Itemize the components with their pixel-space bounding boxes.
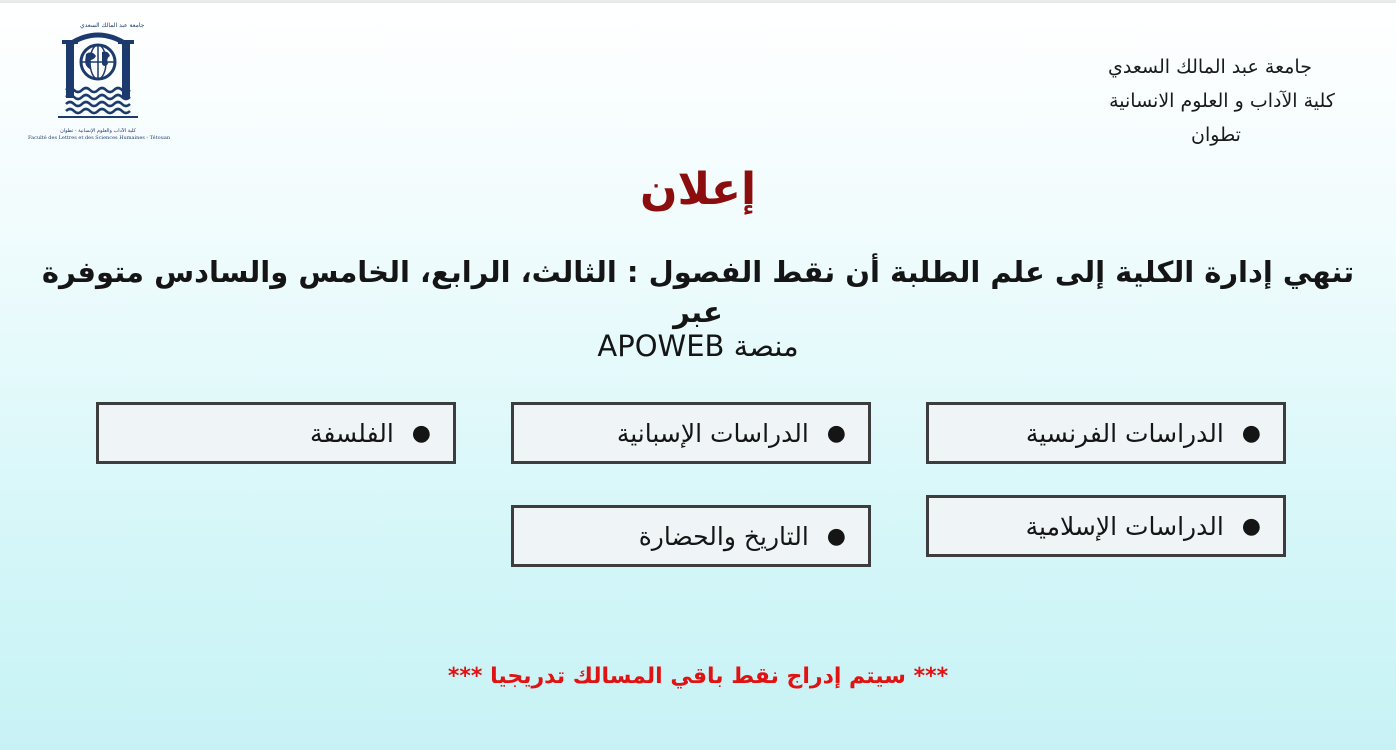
bullet-icon: ●	[411, 420, 431, 446]
footer-notice: *** سيتم إدراج نقط باقي المسالك تدريجيا ***	[447, 664, 949, 689]
institution-name-block	[1056, 50, 1376, 152]
top-border	[0, 0, 1396, 3]
logo-caption	[28, 128, 171, 142]
university-logo	[28, 22, 171, 144]
track-label: الدراسات الإسبانية	[616, 418, 809, 448]
track-label: التاريخ والحضارة	[638, 521, 809, 551]
university-emblem-icon	[28, 22, 168, 128]
track-box-islamic-studies	[926, 495, 1286, 557]
track-box-history-civilization	[511, 505, 871, 567]
announcement-title: إعلان	[639, 164, 757, 215]
track-label: الدراسات الفرنسية	[1025, 418, 1224, 448]
bullet-icon: ●	[826, 420, 846, 446]
bullet-icon: ●	[1241, 420, 1261, 446]
bullet-icon: ●	[1241, 513, 1261, 539]
track-box-philosophy	[96, 402, 456, 464]
track-box-spanish-studies	[511, 402, 871, 464]
logo-top-text: جامعة عبد المالك السعدي	[80, 22, 145, 29]
track-label: الفلسفة	[309, 418, 394, 448]
track-label: الدراسات الإسلامية	[1025, 511, 1224, 541]
announcement-platform-line: منصة APOWEB	[597, 329, 799, 363]
bullet-icon: ●	[826, 523, 846, 549]
faculty-name: كلية الآداب و العلوم الانسانية	[1109, 90, 1335, 112]
track-box-french-studies	[926, 402, 1286, 464]
announcement-message: تنهي إدارة الكلية إلى علم الطلبة أن نقط الفصول : الثالث، الرابع، الخامس والسادس متوفرة عبر	[41, 255, 1355, 329]
logo-caption-french: Faculté des Lettres et des Sciences Humaines - Tétouan	[28, 135, 171, 141]
city-name: تطوان	[1191, 124, 1241, 146]
logo-caption-arabic: كلية الآداب والعلوم الإنسانية - تطوان	[60, 128, 136, 134]
university-name: جامعة عبد المالك السعدي	[1108, 56, 1312, 78]
